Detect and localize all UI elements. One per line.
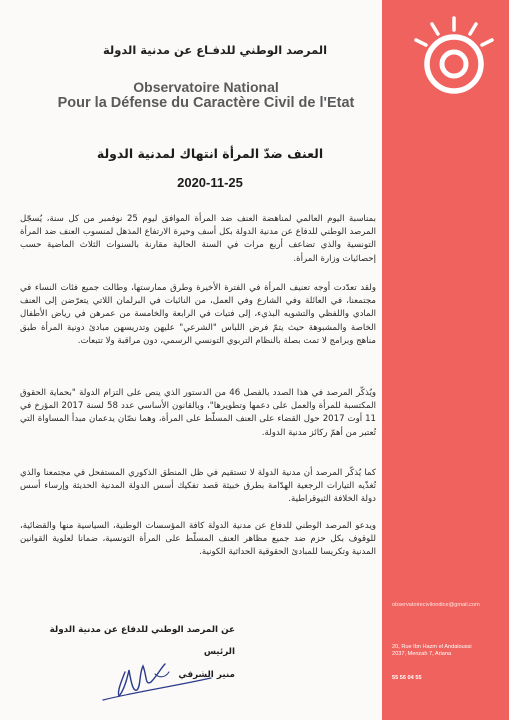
signature-name: منير الشرفي	[178, 670, 235, 680]
arabic-org-name: المرصد الوطني للدفـاع عن مدنية الدولة	[102, 43, 328, 57]
paragraph-text: كما يُذكّر المرصد أن مدنية الدولة لا تستقيم في ظل المنطق الذكوري المستفحل في مجتمعنا والذي تُغذّيه التيارات الرجعية الهدّامة بطرق خبيثة قصد تفكيك أسس الدولة المدنية الحديثة وإرساء أسس دولة الخلافة الثيوقراطية.	[20, 468, 376, 505]
paragraph-text: ويدعو المرصد الوطني للدفاع عن مدنية الدولة كافة المؤسسات الوطنية، السياسية منها والقضائية، للوقوف بكل حزم ضد جميع مظاهر العنف المسلّط على المرأة التونسية، ضمانا لعلوية القوانين المدنية وتكريسا للمبادئ الحقوقية الحداثية الكونية.	[20, 521, 376, 558]
paragraph-2	[20, 282, 376, 348]
observatory-logo	[406, 12, 506, 112]
paragraph-text: بمناسبة اليوم العالمي لمناهضة العنف ضد المرأة الموافق ليوم 25 نوفمبر من كل سنة، يُسجّل المرصد الوطني للدفاع عن مدنية الدولة بكل أسف وحيرة الارتفاع المذهل لمنسوب العنف ضد المرأة التونسية والذي تضاعف أربع مرات في السنة الحالية مقارنة بالسنوات الثلاث الماضية حسب إحصائيات وزارة المرأة.	[20, 214, 376, 264]
paragraph-3	[20, 387, 376, 440]
paragraph-1	[20, 213, 376, 266]
address-line-2: 2037, Menzah 7, Ariana	[392, 651, 452, 657]
contact-address	[392, 644, 504, 658]
contact-phone: 55 56 04 55	[392, 675, 422, 681]
french-org-line-2: Pour la Défense du Caractère Civil de l'Etat	[57, 95, 355, 111]
handwritten-signature	[95, 652, 215, 704]
signature-role: الرئيس	[203, 647, 235, 657]
document-date: 2020-11-25	[177, 175, 243, 190]
contact-email[interactable]: observatoirecivilondice@gmail.com	[392, 602, 480, 608]
paragraph-5	[20, 520, 376, 560]
address-line-1: 20, Rue Ibn Hazm el Andaloussi	[392, 644, 472, 650]
paragraph-4	[20, 467, 376, 507]
paragraph-text: ولقد تعدّدت أوجه تعنيف المرأة في الفترة الأخيرة وطرق ممارستها، وطالت جميع فئات النساء في مجتمعنا، في العائلة وفي الشارع وفي العمل، من النائبات في البرلمان اللاتي يتعرّضن إلى العنف المادي واللفظي والتشويه البذيء، إلى فتيات في الرابعة والخامسة من عمرهن في رياض الأطفال الخاصة والمشبوهة حيث يتمّ فرض اللباس "الشرعي" عليهن وتدريسهن مبادئ دونية المرأة طبق مناهج وبرامج لا تمت بصلة بالنظام التربوي التونسي الرسمي، دون مراقبة ولا تتبعات.	[20, 283, 376, 346]
french-org-line-1: Observatoire National	[133, 79, 279, 95]
document-title: العنف ضدّ المرأة انتهاك لمدنية الدولة	[96, 146, 324, 161]
signature-org: عن المرصد الوطني للدفاع عن مدنية الدولة	[49, 625, 235, 635]
paragraph-text: ويُذكّر المرصد في هذا الصدد بالفصل 46 من الدستور الذي ينص على التزام الدولة "بحماية الحقوق المكتسبة للمرأة والعمل على دعمها وتطويرها"، وبالقانون الأساسي عدد 58 لسنة 2017 المؤرخ في 11 أوت 2017 حول القضاء على العنف المسلّط على المرأة، وهما نصّان يدعمان مبدأ المساواة التي تُعتبر من أهمّ ركائز مدنية الدولة.	[20, 388, 377, 438]
